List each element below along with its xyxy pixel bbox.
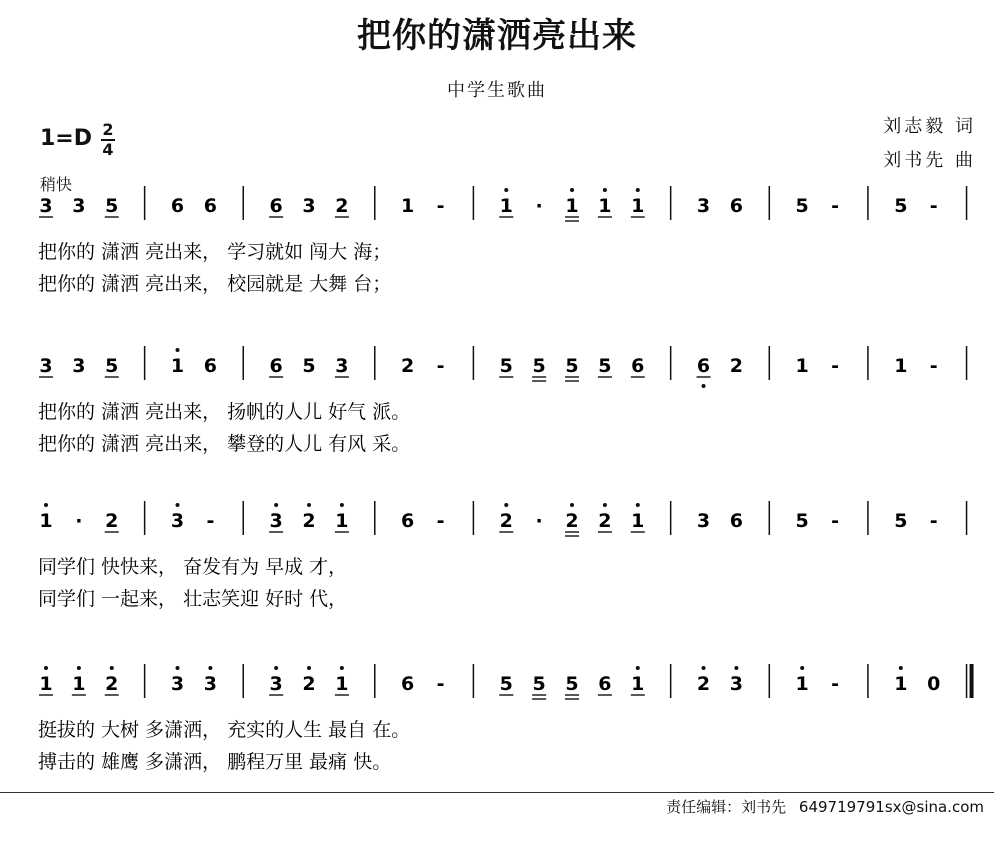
note: 6 bbox=[696, 355, 711, 377]
song-subtitle: 中学生歌曲 bbox=[447, 80, 547, 101]
note: - bbox=[831, 195, 839, 217]
lyric-line-1: 把你的 潇洒 亮出来， 学习就如 闯大 海； bbox=[38, 241, 392, 263]
note: 2 bbox=[401, 355, 415, 377]
note: 2 bbox=[499, 510, 513, 532]
note: 3 bbox=[269, 673, 283, 695]
octave-dot-above bbox=[274, 666, 278, 670]
octave-dot-above bbox=[110, 666, 114, 670]
note: 1 bbox=[499, 195, 513, 217]
note: 3 bbox=[39, 355, 53, 377]
note: 1 bbox=[631, 673, 645, 695]
octave-dot-above bbox=[274, 503, 278, 507]
note: - bbox=[436, 673, 445, 695]
octave-dot-above bbox=[603, 503, 607, 507]
note: 1 bbox=[72, 673, 86, 695]
note: 1 bbox=[631, 195, 645, 217]
octave-dot-above bbox=[44, 666, 48, 670]
note: - bbox=[929, 355, 938, 377]
note: 5 bbox=[499, 673, 513, 695]
note: 3 bbox=[203, 673, 218, 695]
note: 1 bbox=[631, 510, 645, 532]
note: 6 bbox=[170, 195, 185, 217]
note: 1 bbox=[795, 355, 809, 377]
octave-dot-above bbox=[800, 666, 804, 670]
note: 2 bbox=[105, 673, 119, 695]
note: 5 bbox=[565, 673, 579, 695]
note: 5 bbox=[598, 355, 612, 377]
octave-dot-above bbox=[307, 666, 311, 670]
octave-dot-above bbox=[636, 503, 640, 507]
time-signature-top: 2 bbox=[102, 120, 114, 139]
note: 1 bbox=[565, 195, 579, 217]
octave-dot-above bbox=[307, 503, 311, 507]
note: 6 bbox=[729, 195, 744, 217]
octave-dot-above bbox=[176, 503, 180, 507]
note: 2 bbox=[565, 510, 579, 532]
note: 5 bbox=[105, 195, 119, 217]
note: 5 bbox=[499, 355, 513, 377]
note: 3 bbox=[696, 195, 711, 217]
note: 2 bbox=[302, 510, 316, 532]
octave-dot-above bbox=[702, 666, 706, 670]
note: 1 bbox=[598, 195, 612, 217]
note: 1 bbox=[335, 673, 349, 695]
octave-dot-above bbox=[208, 666, 212, 670]
note: 1 bbox=[795, 673, 809, 695]
octave-dot-above bbox=[504, 188, 508, 192]
octave-dot-above bbox=[504, 503, 508, 507]
note: 5 bbox=[532, 673, 546, 695]
note: 1 bbox=[39, 673, 53, 695]
note: 5 bbox=[894, 195, 908, 217]
note: - bbox=[831, 673, 839, 695]
note: 6 bbox=[729, 510, 744, 532]
octave-dot-below bbox=[702, 384, 706, 388]
note: - bbox=[831, 510, 839, 532]
note: 5 bbox=[894, 510, 908, 532]
octave-dot-above bbox=[340, 503, 344, 507]
footer-email: 649719791sx@sina.com bbox=[798, 798, 984, 816]
note: 1 bbox=[894, 673, 908, 695]
footer-divider bbox=[0, 792, 994, 793]
lyric-line-1: 挺拔的 大树 多潇洒， 充实的人生 最自 在。 bbox=[38, 719, 411, 741]
octave-dot-above bbox=[570, 503, 574, 507]
note: - bbox=[831, 355, 839, 377]
time-signature-bottom: 4 bbox=[102, 140, 114, 159]
note: · bbox=[535, 195, 543, 217]
octave-dot-above bbox=[636, 666, 640, 670]
note: 2 bbox=[105, 510, 119, 532]
note: 5 bbox=[532, 355, 546, 377]
octave-dot-above bbox=[636, 188, 640, 192]
octave-dot-above bbox=[570, 188, 574, 192]
note: 6 bbox=[203, 355, 218, 377]
note: 2 bbox=[302, 673, 316, 695]
note: 6 bbox=[203, 195, 218, 217]
octave-dot-above bbox=[340, 666, 344, 670]
note: 1 bbox=[170, 355, 185, 377]
note: 6 bbox=[401, 673, 415, 695]
note: - bbox=[436, 195, 445, 217]
lyric-line-1: 把你的 潇洒 亮出来， 扬帆的人儿 好气 派。 bbox=[38, 401, 411, 423]
note: - bbox=[929, 510, 938, 532]
octave-dot-above bbox=[77, 666, 81, 670]
note: 3 bbox=[302, 195, 316, 217]
note: · bbox=[75, 510, 83, 532]
note: 3 bbox=[696, 510, 711, 532]
lyric-line-2: 把你的 潇洒 亮出来， 攀登的人儿 有风 采。 bbox=[38, 433, 411, 455]
footer-editor: 责任编辑：刘书先 bbox=[666, 798, 787, 816]
note: 2 bbox=[335, 195, 349, 217]
note: 3 bbox=[335, 355, 349, 377]
note: 2 bbox=[729, 355, 744, 377]
lyric-line-1: 同学们 快快来， 奋发有为 早成 才， bbox=[38, 556, 348, 578]
note: - bbox=[929, 195, 938, 217]
octave-dot-above bbox=[603, 188, 607, 192]
note: · bbox=[535, 510, 543, 532]
note: 6 bbox=[401, 510, 415, 532]
note: 0 bbox=[927, 673, 941, 695]
note: 1 bbox=[894, 355, 908, 377]
note: 5 bbox=[795, 510, 809, 532]
octave-dot-above bbox=[176, 666, 180, 670]
note: 1 bbox=[39, 510, 53, 532]
note: 5 bbox=[302, 355, 316, 377]
note: 3 bbox=[39, 195, 53, 217]
lyric-line-2: 把你的 潇洒 亮出来， 校园就是 大舞 台； bbox=[38, 273, 392, 295]
note: 3 bbox=[170, 673, 185, 695]
song-title: 把你的潇洒亮出来 bbox=[357, 16, 637, 56]
note: 1 bbox=[401, 195, 415, 217]
note: 3 bbox=[269, 510, 283, 532]
note: 5 bbox=[105, 355, 119, 377]
note: 6 bbox=[269, 195, 283, 217]
note: 5 bbox=[565, 355, 579, 377]
note: 3 bbox=[72, 195, 86, 217]
note: 1 bbox=[335, 510, 349, 532]
note: 3 bbox=[170, 510, 185, 532]
note: 6 bbox=[598, 673, 612, 695]
octave-dot-above bbox=[899, 666, 903, 670]
note: - bbox=[206, 510, 215, 532]
note: 6 bbox=[269, 355, 283, 377]
note: 5 bbox=[795, 195, 809, 217]
footer bbox=[658, 796, 984, 817]
lyric-line-2: 搏击的 雄鹰 多潇洒， 鹏程万里 最痛 快。 bbox=[38, 751, 392, 773]
key-signature: 1=D bbox=[40, 126, 93, 151]
note: 2 bbox=[696, 673, 711, 695]
lyric-line-2: 同学们 一起来， 壮志笑迎 好时 代， bbox=[38, 588, 348, 610]
note: 2 bbox=[598, 510, 612, 532]
note: 6 bbox=[631, 355, 645, 377]
lyricist-credit: 刘志毅 词 bbox=[883, 116, 976, 137]
octave-dot-above bbox=[176, 348, 180, 352]
note: 3 bbox=[729, 673, 744, 695]
octave-dot-above bbox=[44, 503, 48, 507]
note: 3 bbox=[72, 355, 86, 377]
note: - bbox=[436, 355, 445, 377]
note: - bbox=[436, 510, 445, 532]
tempo-marking: 稍快 bbox=[40, 175, 73, 194]
octave-dot-above bbox=[734, 666, 738, 670]
composer-credit: 刘书先 曲 bbox=[883, 150, 976, 171]
